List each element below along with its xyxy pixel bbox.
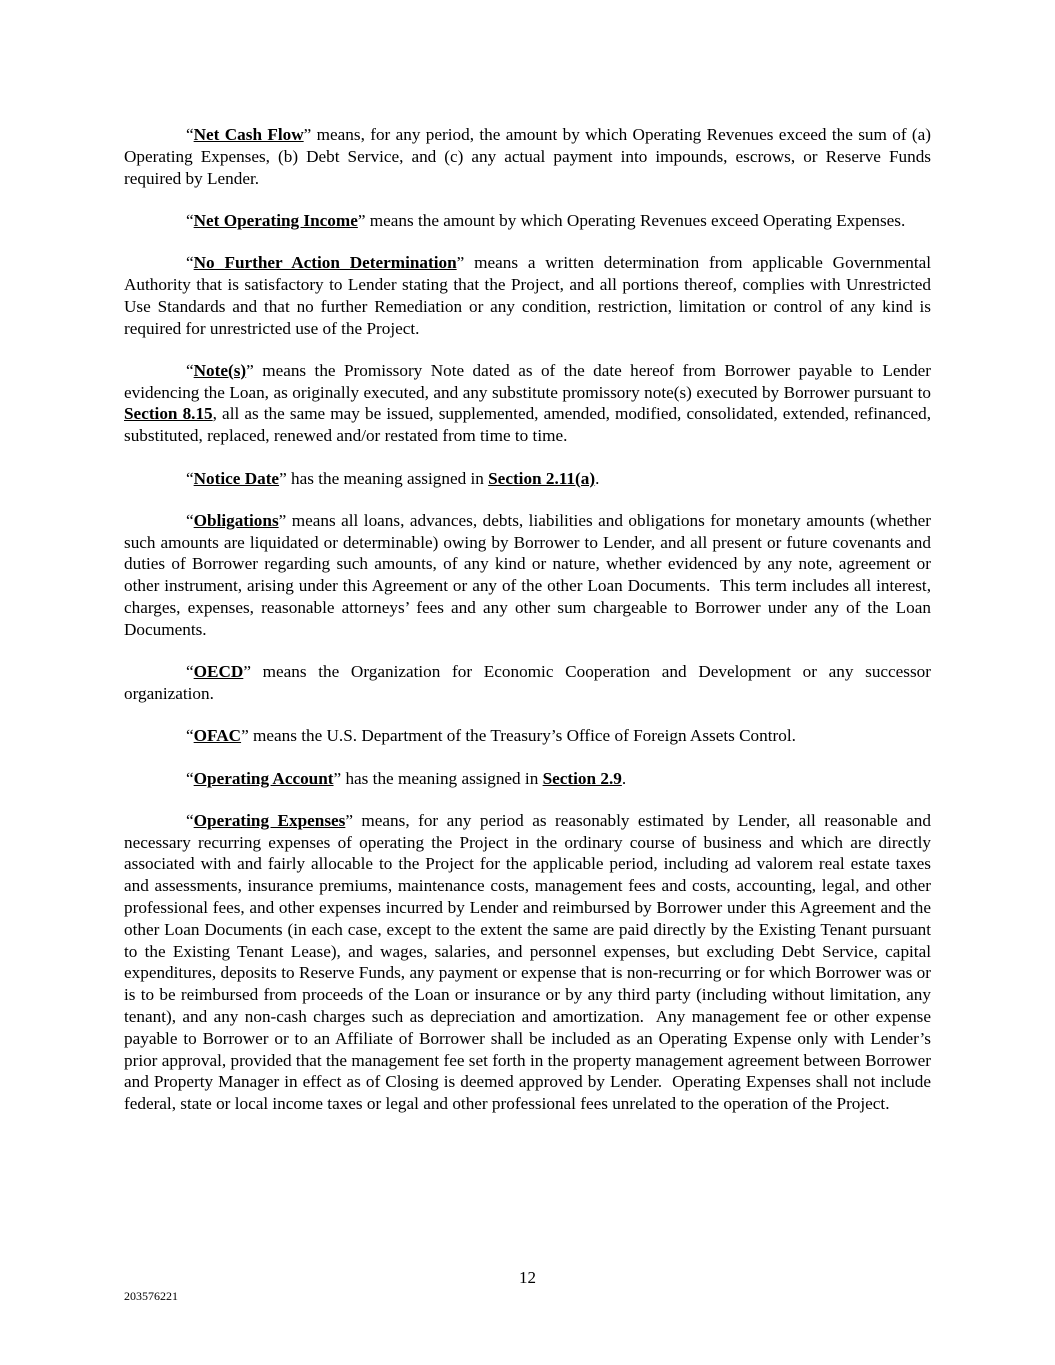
definition-net-cash-flow [124,124,931,189]
defined-term: Operating Account [193,768,334,788]
definition-notes [124,360,931,447]
definition-text-tail: . [621,768,627,788]
definition-oecd [124,661,931,705]
defined-term: Obligations [193,510,279,530]
definition-notice-date [124,468,931,490]
document-id: 203576221 [124,1289,178,1303]
defined-term: OECD [193,662,244,682]
definition-obligations [124,510,931,641]
definition-text: ” means the Promissory Note dated as of the date hereof from Borrower payable to Lender evidencing the Loan, as originally executed, and any substitute promissory note(s) executed by Borrower pursuant to [124,360,931,402]
section-reference: Section 8.15 [124,404,213,424]
open-quote: “ [186,253,194,273]
definition-ofac [124,725,931,747]
defined-term: No Further Action Determination [193,253,457,273]
definition-text: ” has the meaning assigned in [279,468,489,488]
document-body [124,124,931,1135]
definition-text: ” means the U.S. Department of the Treasury’s Office of Foreign Assets Control. [241,726,796,746]
definition-text: ” has the meaning assigned in [333,768,543,788]
definition-text: ” means a written determination from applicable Governmental Authority that is satisfactory to Lender stating that the Project, and all portions thereof, complies with Unrestricted Use Standards and that no further Remediation or any condition, restriction, limitation or control of any kind is required for unrestricted use of the Project. [124,253,932,338]
open-quote: “ [186,210,194,230]
definition-text: ” means, for any period, the amount by which Operating Revenues exceed the sum of (a) Operating Expenses, (b) Debt Service, and (c) any actual payment into impounds, escrows, or Reserve Funds required by Lender. [124,125,931,188]
open-quote: “ [186,662,194,682]
open-quote: “ [186,468,194,488]
section-reference: Section 2.11(a) [488,468,596,488]
defined-term: Operating Expenses [193,810,346,830]
defined-term: Note(s) [193,360,247,380]
open-quote: “ [186,768,194,788]
definition-text: ” means all loans, advances, debts, liabilities and obligations for monetary amounts (whether such amounts are liquidated or determinable) owing by Borrower to Lender, and all present or future covenants and duties of Borrower regarding such amounts, of any kind or nature, whether evidenced by any note, agreement or other instrument, arising under this Agreement or any of the other Loan Documents. This term includes all interest, charges, expenses, reasonable attorneys’ fees and any other sum chargeable to Borrower under any of the Loan Documents. [124,510,931,639]
definition-text: ” means the amount by which Operating Revenues exceed Operating Expenses. [357,210,906,230]
open-quote: “ [186,510,194,530]
definition-text-tail: , all as the same may be issued, supplemented, amended, modified, consolidated, extended, refinanced, substituted, replaced, renewed and/or restated from time to time. [124,404,931,446]
definition-text: ” means the Organization for Economic Cooperation and Development or any successor organization. [124,662,931,703]
defined-term: Net Cash Flow [193,125,304,144]
definition-operating-account [124,768,931,790]
defined-term: Notice Date [193,468,280,488]
open-quote: “ [186,810,194,830]
open-quote: “ [186,360,194,380]
definition-net-operating-income [124,210,931,232]
open-quote: “ [186,726,194,746]
section-reference: Section 2.9 [542,768,622,788]
open-quote: “ [186,125,194,144]
defined-term: OFAC [193,726,242,746]
page-number: 12 [519,1268,536,1287]
definition-text-tail: . [595,468,600,488]
definition-operating-expenses [124,810,931,1115]
definition-text: ” means, for any period as reasonably estimated by Lender, all reasonable and necessary recurring expenses of operating the Project in the ordinary course of business and which are directly associated with and fairly allocable to the Project for the applicable period, including ad valorem real estate taxes and assessments, insurance premiums, maintenance costs, management fees and costs, accounting, legal, and other professional fees, and other expenses incurred by Lender and reimbursed by Borrower under this Agreement and the other Loan Documents (in each case, except to the extent the same are paid directly by the Existing Tenant pursuant to the Existing Tenant Lease), and wages, salaries, and personnel expenses, but excluding Debt Service, capital expenditures, deposits to Reserve Funds, any payment or expense that is non-recurring or for which Borrower was or is to be reimbursed from proceeds of the Loan or insurance or by any third party (including without limitation, any tenant), and any non-cash charges such as depreciation and amortization. Any management fee or other expense payable to Borrower or to an Affiliate of Borrower shall be included as an Operating Expense only with Lender’s prior approval, provided that the management fee set forth in the property management agreement between Borrower and Property Manager in effect as of Closing is deemed approved by Lender. Operating Expenses shall not include federal, state or local income taxes or legal and other professional fees unrelated to the operation of the Project. [124,810,931,1114]
definition-no-further-action-determination [124,252,931,339]
defined-term: Net Operating Income [193,210,358,230]
